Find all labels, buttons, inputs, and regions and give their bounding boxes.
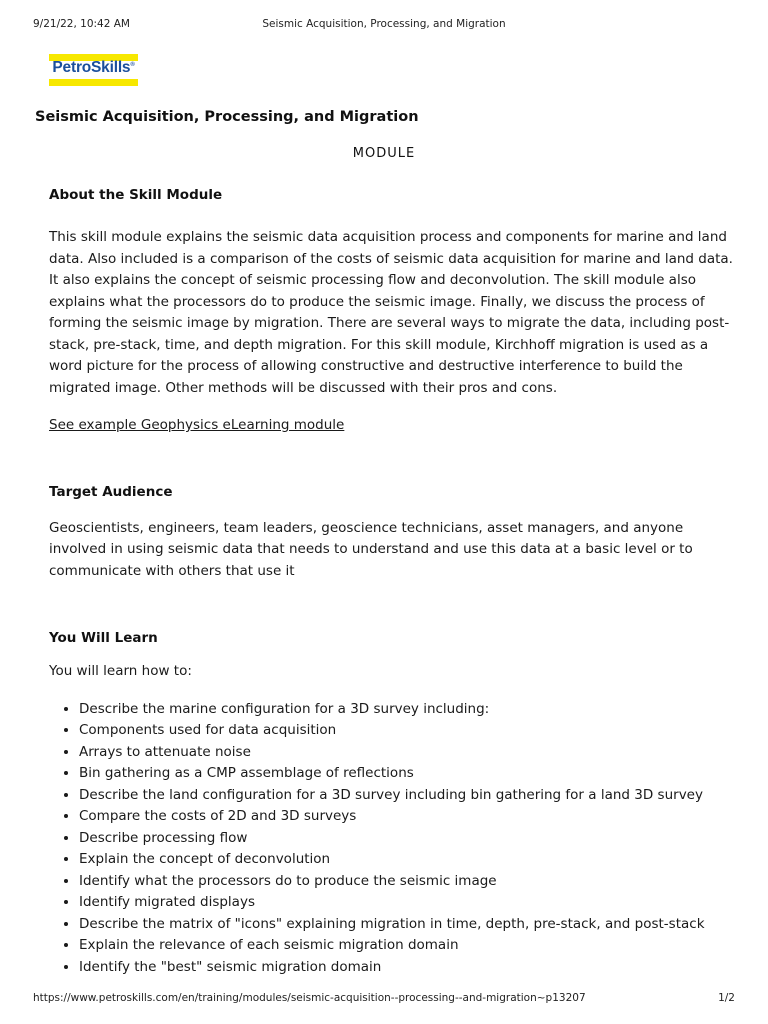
list-item: • Arrays to attenuate noise (79, 742, 739, 764)
list-item: • Identify migrated displays (79, 892, 739, 914)
page-number: 1/2 (718, 992, 735, 1004)
audience-heading: Target Audience (49, 483, 173, 500)
print-datetime: 9/21/22, 10:42 AM (33, 18, 130, 30)
list-item: • Identify what the processors do to produce the seismic image (79, 871, 739, 893)
list-item: • Describe the matrix of "icons" explaining migration in time, depth, pre-stack, and post-stack (79, 914, 739, 936)
audience-body: Geoscientists, engineers, team leaders, geoscience technicians, asset managers, and anyone involved in using seismic data that needs to understand and use this data at a basic level or to communicate with others that use it (49, 519, 693, 579)
list-item: • Compare the costs of 2D and 3D surveys (79, 806, 739, 828)
learn-heading: You Will Learn (49, 630, 158, 646)
list-item: • Bin gathering as a CMP assemblage of reflections (79, 763, 739, 785)
print-header (33, 14, 735, 32)
logo-wordmark: PetroSkills (52, 59, 131, 76)
main-content (49, 186, 739, 978)
learn-intro: You will learn how to: (49, 663, 192, 679)
page-title: Seismic Acquisition, Processing, and Migration (35, 109, 419, 125)
list-item: • Explain the concept of deconvolution (79, 849, 739, 871)
about-body: This skill module explains the seismic data acquisition process and components for marine and land data. Also included is a comparison of the costs of seismic data acquisition for marine and land data. It also explains the concept of seismic processing flow and deconvolution. The skill module also explains what the processors do to produce the seismic image. Finally, we discuss the process of forming the seismic image by migration. There are several ways to migrate the data, including post-stack, pre-stack, time, and depth migration. For this skill module, Kirchhoff migration is used as a word picture for the process of allowing constructive and destructive interference to build the migrated image. Other methods will be discussed with their pros and cons. (49, 229, 733, 396)
list-item: • Describe the land configuration for a 3D survey including bin gathering for a land 3D survey (79, 785, 739, 807)
logo-text (49, 59, 138, 77)
list-item: • Explain the relevance of each seismic migration domain (79, 935, 739, 957)
learn-list (49, 699, 739, 979)
list-item: • Components used for data acquisition (79, 720, 739, 742)
module-type-label: MODULE (352, 146, 416, 161)
print-url: https://www.petroskills.com/en/training/modules/seismic-acquisition--processing--and-migration~p13207 (33, 992, 586, 1004)
list-item: • Describe processing flow (79, 828, 739, 850)
list-item: • Identify the "best" seismic migration domain (79, 957, 739, 979)
print-doc-title: Seismic Acquisition, Processing, and Migration (262, 18, 506, 30)
registered-mark: ® (130, 61, 135, 68)
example-module-link[interactable]: See example Geophysics eLearning module (49, 417, 345, 433)
petroskills-logo[interactable] (49, 54, 138, 86)
about-heading: About the Skill Module (49, 187, 223, 203)
list-item: • Describe the marine configuration for a 3D survey including: (79, 699, 739, 721)
